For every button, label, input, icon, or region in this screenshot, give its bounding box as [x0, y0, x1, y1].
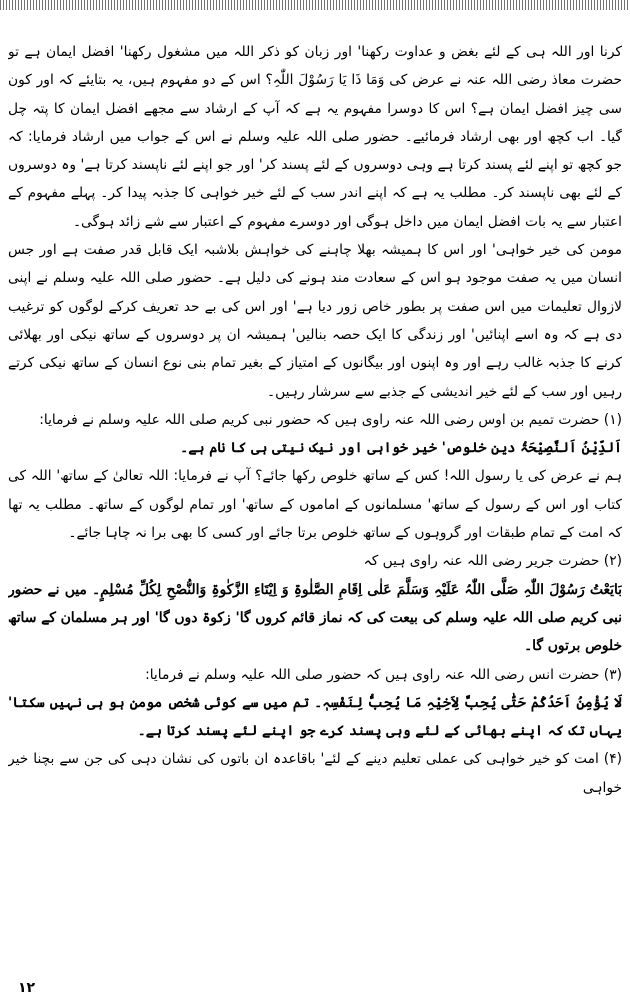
- hadith-2-text: بَایَعْتُ رَسُوْلَ اللّٰہِ صَلَّی اللّٰہُ عَلَیْہِ وَسَلَّمَ عَلٰی اِقَامِ الصَّلٰوۃِ وَ اِیْتَاءِ الزَّکٰوۃِ وَالنُّصْحِ لِکُلِّ مُسْلِمٍ۔ میں نے حضور نبی کریم صلی اللہ علیہ وسلم کی بیعت کی کہ نماز قائم کروں گا' زکوۃ دوں گا' اور ہر مسلمان کے ساتھ خلوص برتوں گا۔: [8, 581, 622, 655]
- hadith-3-text: لَا یُؤْمِنُ اَحَدُکُمْ حَتّٰی یُحِبَّ لِاَخِیْہِ مَا یُحِبُّ لِنَفْسِہٖ۔ تم میں سے کوئی شخص مومن ہو ہی نہیں سکتا' یہاں تک کہ اپنے بھائی کے لئے وہی پسند کرے جو اپنے لئے پسند کرتا ہے۔: [8, 694, 622, 740]
- paragraph-1: کرنا اور اللہ ہی کے لئے بغض و عداوت رکھنا' اور زبان کو ذکر اللہ میں مشغول رکھنا' افضل ایمان ہے تو حضرت معاذ رضی اللہ عنہ نے عرض کی وَمَا ذَا یَا رَسُوْلَ اللّٰہِ؟ اس کے دو مفہوم ہیں، یہ بتایئے کہ اور کون سی چیز افضل ایمان ہے؟ اس کا دوسرا مفہوم یہ ہے کہ آپ کے ارشاد سے مجھے افضل ایمان کا پتہ چل گیا۔ اب کچھ اور بھی ارشاد فرمائیے۔ حضور صلی اللہ علیہ وسلم نے اس کے جواب میں ارشاد فرمایا: کہ جو کچھ تو اپنے لئے پسند کرتا ہے وہی دوسروں کے لئے پسند کر' اور جو اپنے لئے ناپسند کرتا ہے' وہ دوسروں کے لئے بھی ناپسند کر۔ مطلب یہ ہے کہ اپنے اندر سب کے لئے خیر خواہی کا جذبہ پیدا کر۔ پہلے مفہوم کے اعتبار سے یہ بات افضل ایمان میں داخل ہوگی اور دوسرے مفہوم کے اعتبار سے شے زائد ہوگی۔: [8, 44, 622, 230]
- hadith-1-explanation: ہم نے عرض کی یا رسول اللہ! کس کے ساتھ خلوص رکھا جائے؟ آپ نے فرمایا: اللہ تعالیٰ کے ساتھ' اللہ کی کتاب اور اس کے رسول کے ساتھ' مسلمانوں کے اماموں کے ساتھ' اور تمام لوگوں کے ساتھ۔ مطلب یہ تھا کہ امت کے تمام طبقات اور گروہوں کے ساتھ خلوص برتا جائے اور کسی کا بھی برا نہ چاہا جائے۔: [8, 468, 622, 542]
- page-number: ۱۲: [18, 980, 36, 996]
- hadith-1-intro: (۱) حضرت تمیم بن اوس رضی اللہ عنہ راوی ہیں کہ حضور نبی کریم صلی اللہ علیہ وسلم نے فرمایا:: [39, 411, 622, 428]
- hadith-3-intro: (۳) حضرت انس رضی اللہ عنہ راوی ہیں کہ حضور صلی اللہ علیہ وسلم نے فرمایا:: [145, 666, 622, 683]
- hadith-1-text: اَلدِّیْنُ اَلنَّصِیْحَۃُ دین خلوص' خیر خواہی اور نیک نیتی ہی کا نام ہے۔: [180, 440, 622, 457]
- document-body: [8, 38, 622, 968]
- hadith-2-intro: (۲) حضرت جریر رضی اللہ عنہ راوی ہیں کہ: [363, 553, 622, 570]
- paragraph-2: مومن کی خیر خواہی' اور اس کا ہمیشہ بھلا چاہنے کی خواہش بلاشبہ ایک قابل قدر صفت ہے اور جس انسان میں یہ صفت موجود ہو اس کے سعادت مند ہونے کی دلیل ہے۔ حضور صلی اللہ علیہ وسلم نے اپنی لازوال تعلیمات میں اس صفت پر بطور خاص زور دیا ہے' اور اس کی بے حد تعریف کرکے لوگوں کو ترغیب دی ہے کہ وہ اسے اپنائیں' اور زندگی کا ایک حصہ بنالیں' ہمیشہ ان پر دوسروں کے ساتھ نیکی اور بھلائی کرنے کا جذبہ غالب رہے اور وہ اپنوں اور بیگانوں کے امتیاز کے بغیر تمام بنی نوع انسان کے ساتھ نیکی کرتے رہیں اور سب کے لئے خیر اندیشی کے جذبے سے سرشار رہیں۔: [8, 242, 622, 400]
- top-border-decoration: [0, 0, 630, 10]
- point-4: (۴) امت کو خیر خواہی کی عملی تعلیم دینے کے لئے' باقاعدہ ان باتوں کی نشان دہی کی جن سے بچنا خیر خواہی: [8, 751, 622, 796]
